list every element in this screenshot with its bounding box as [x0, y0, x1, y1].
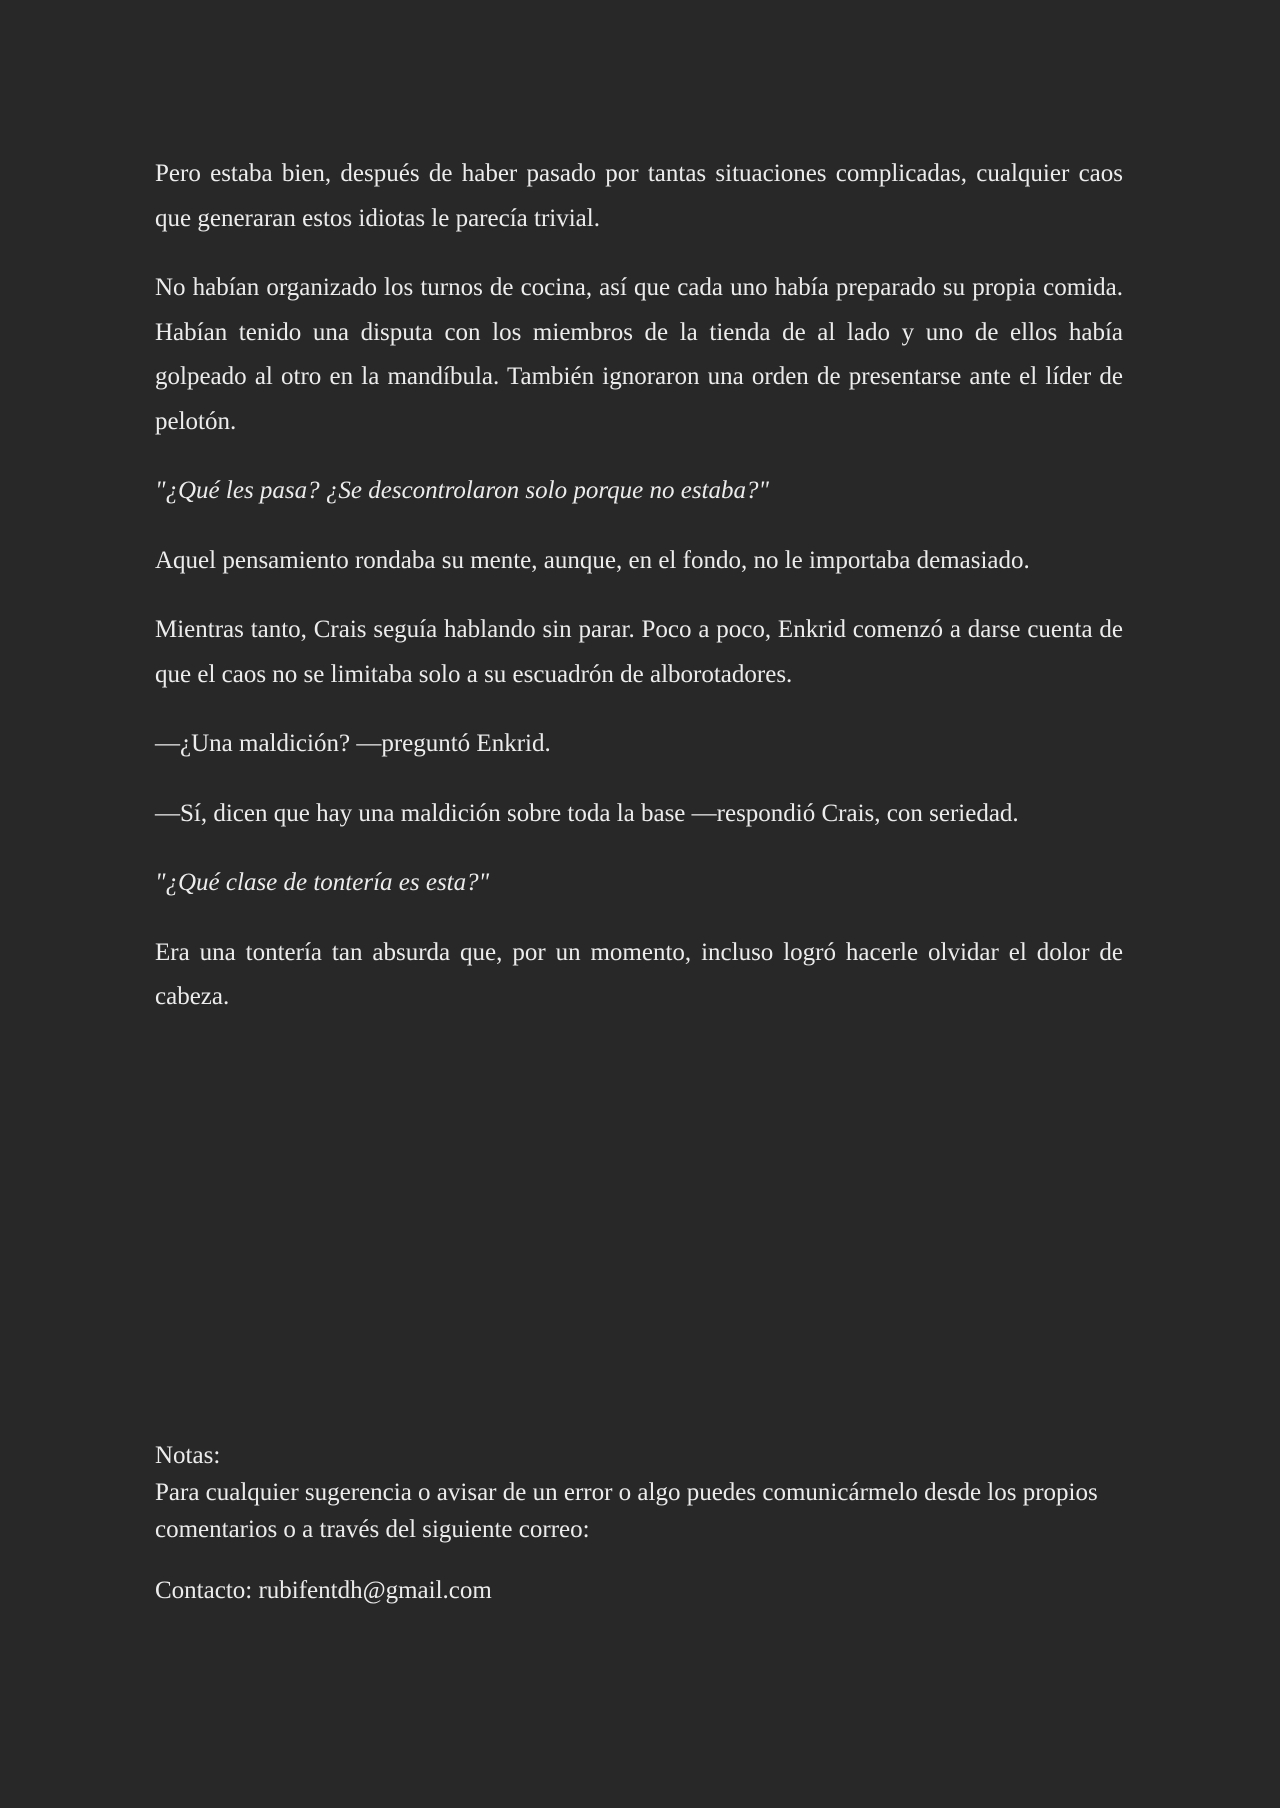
- thought-paragraph: "¿Qué les pasa? ¿Se descontrolaron solo porque no estaba?": [155, 477, 770, 504]
- paragraph: Pero estaba bien, después de haber pasado por tantas situaciones complicadas, cualquier caos que generaran estos idiotas le parecía trivial.: [155, 160, 1123, 232]
- notes-section: [155, 1437, 1123, 1609]
- dialogue-paragraph: —Sí, dicen que hay una maldición sobre toda la base —respondió Crais, con seriedad.: [155, 799, 1019, 827]
- paragraph: Era una tontería tan absurda que, por un momento, incluso logró hacerle olvidar el dolor de cabeza.: [155, 938, 1123, 1010]
- paragraph: Aquel pensamiento rondaba su mente, aunque, en el fondo, no le importaba demasiado.: [155, 546, 1030, 574]
- chapter-body: [155, 0, 1123, 1020]
- paragraph: No habían organizado los turnos de cocina, así que cada uno había preparado su propia comida. Habían tenido una disputa con los miembros de la tienda de al lado y uno de ellos había golpeado al otro en la mandíbula. También ignoraron una orden de presentarse ante el líder de pelotón.: [155, 274, 1123, 435]
- dialogue-paragraph: —¿Una maldición? —preguntó Enkrid.: [155, 730, 551, 757]
- notes-title: Notas:: [155, 1442, 221, 1469]
- paragraph: Mientras tanto, Crais seguía hablando sin parar. Poco a poco, Enkrid comenzó a darse cuenta de que el caos no se limitaba solo a su escuadrón de alborotadores.: [155, 616, 1123, 688]
- contact-email: Contacto: rubifentdh@gmail.com: [155, 1577, 492, 1604]
- notes-text: Para cualquier sugerencia o avisar de un error o algo puedes comunicármelo desde los propios comentarios o a través del siguiente correo:: [155, 1479, 1098, 1543]
- document-page: [155, 0, 1123, 1604]
- thought-paragraph: "¿Qué clase de tontería es esta?": [155, 869, 490, 896]
